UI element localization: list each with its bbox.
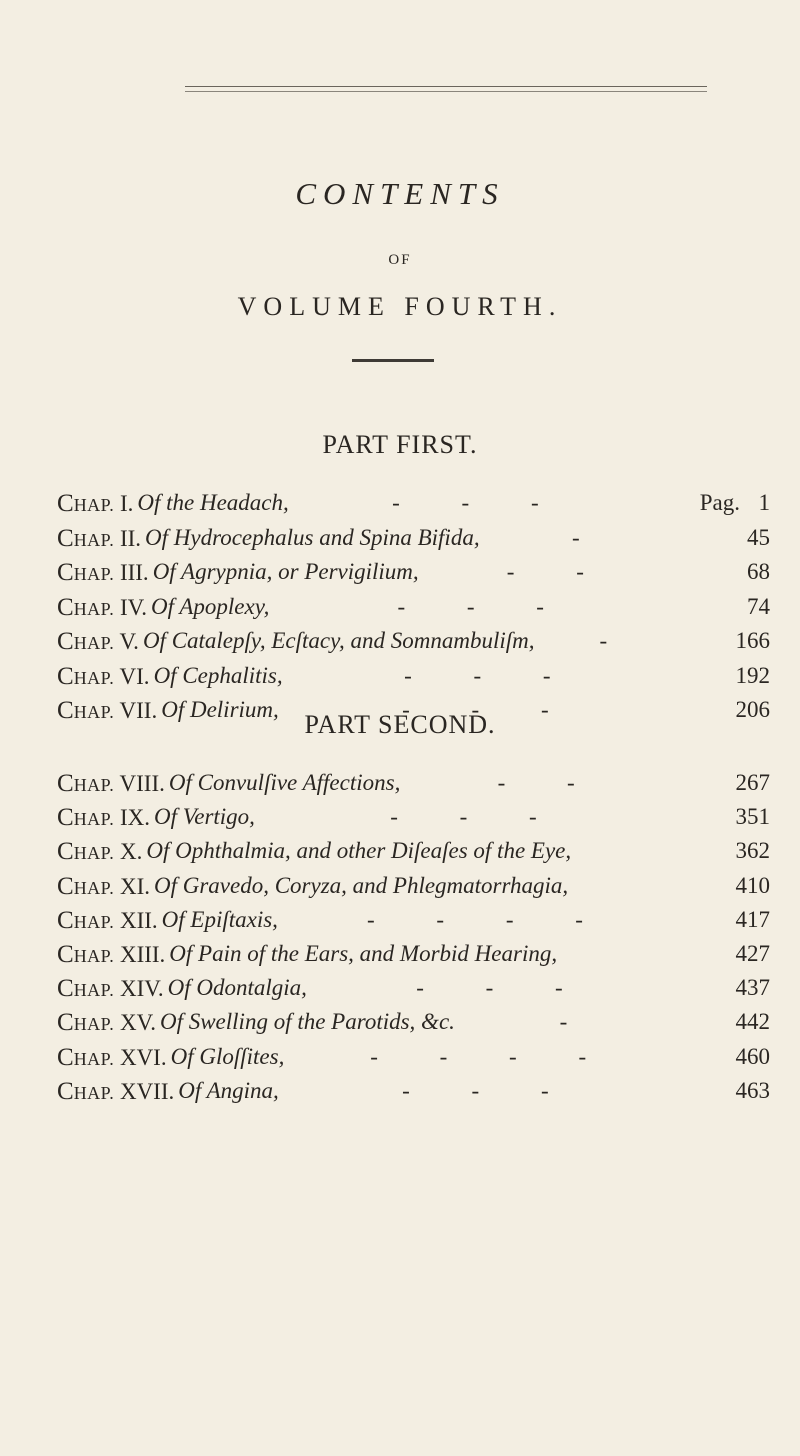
chapter-number: XVI. bbox=[114, 1044, 167, 1070]
chapter-title: Of Gloſſites, bbox=[170, 1043, 285, 1069]
chapter-title: Of Catalepſy, Ecſtacy, and Somnambuliſm, bbox=[142, 628, 535, 653]
part-second-heading: PART SECOND. bbox=[304, 710, 496, 739]
chapter-label: CHAP. XII. bbox=[57, 906, 158, 934]
chapter-number: II. bbox=[114, 525, 142, 551]
chapter-number: VII. bbox=[114, 698, 158, 723]
dot-leader: - - bbox=[497, 770, 603, 795]
dot-leader: - - - bbox=[402, 697, 577, 722]
dot-leader: - - - bbox=[390, 804, 565, 830]
chapter-title: Of Vertigo, bbox=[153, 804, 255, 830]
chapter-label: CHAP. XI. bbox=[57, 872, 150, 900]
top-rule-secondary bbox=[185, 91, 707, 92]
chapter-number: IV. bbox=[114, 594, 148, 620]
page-number: 417 bbox=[735, 906, 770, 932]
chapter-label: CHAP. XVI. bbox=[57, 1043, 167, 1071]
chapter-number: XII. bbox=[114, 907, 158, 933]
page-number: 362 bbox=[735, 838, 770, 864]
chapter-title: Of Agrypnia, or Pervigilium, bbox=[152, 559, 419, 584]
chapter-number: VI. bbox=[114, 663, 150, 689]
dot-leader: - bbox=[571, 524, 608, 550]
chapter-label: CHAP. III. bbox=[57, 559, 149, 586]
chapter-title: Of Cephalitis, bbox=[153, 662, 283, 688]
top-rule bbox=[185, 86, 707, 87]
page-number: 460 bbox=[735, 1043, 770, 1069]
chapter-label: CHAP. IV. bbox=[57, 593, 148, 621]
chapter-title: Of Epiſtaxis, bbox=[161, 906, 278, 932]
page-number: 442 bbox=[735, 1009, 770, 1035]
page-number: 192 bbox=[735, 662, 770, 688]
chapter-title: Of Hydrocephalus and Spina Bifida, bbox=[145, 524, 480, 550]
page-number: 437 bbox=[735, 975, 770, 1001]
dot-leader: - - - - bbox=[370, 1043, 615, 1069]
chapter-number: V. bbox=[114, 629, 139, 654]
chapter-label: CHAP. XIII. bbox=[57, 941, 166, 968]
chapter-label: CHAP. II. bbox=[57, 524, 142, 552]
chapter-number: XIV. bbox=[114, 976, 164, 1002]
chapter-label: CHAP. VII. bbox=[57, 697, 158, 724]
dot-leader: - - - bbox=[392, 490, 567, 515]
chapter-title: Of the Headach, bbox=[137, 490, 289, 515]
chapter-label: CHAP. XV. bbox=[57, 1009, 156, 1037]
chapter-title: Of Delirium, bbox=[161, 697, 279, 722]
chapter-title: Of Convulſive Affections, bbox=[168, 770, 401, 795]
page-number: 267 bbox=[735, 770, 770, 795]
page-number: 45 bbox=[747, 524, 770, 550]
chapter-number: XI. bbox=[114, 873, 150, 899]
chapter-number: XV. bbox=[114, 1010, 156, 1036]
chapter-title: Of Apoplexy, bbox=[151, 593, 270, 619]
page-number: 68 bbox=[747, 559, 770, 584]
dot-leader: - - bbox=[506, 559, 612, 584]
page-number: 410 bbox=[735, 872, 770, 898]
chapter-label: CHAP. V. bbox=[57, 628, 139, 655]
chapter-label: CHAP. XVII. bbox=[57, 1077, 175, 1105]
page-number: 351 bbox=[735, 804, 770, 830]
chapter-number: VIII. bbox=[114, 771, 165, 796]
chapter-title: Of Odontalgia, bbox=[167, 975, 307, 1001]
volume-title: VOLUME FOURTH. bbox=[237, 292, 563, 321]
page-number: 427 bbox=[735, 941, 770, 966]
chapter-title: Of Gravedo, Coryza, and Phlegmatorrhagia, bbox=[153, 872, 569, 898]
section-divider bbox=[352, 359, 434, 362]
chapter-label: CHAP. XIV. bbox=[57, 975, 164, 1003]
chapter-number: IX. bbox=[114, 805, 150, 831]
page-number: 74 bbox=[747, 593, 770, 619]
contents-title: CONTENTS bbox=[295, 176, 505, 211]
chapter-title: Of Swelling of the Parotids, &c. bbox=[159, 1009, 455, 1035]
page-number: 1 bbox=[758, 490, 770, 515]
dot-leader: - - - bbox=[402, 1077, 577, 1103]
chapter-label: CHAP. X. bbox=[57, 838, 143, 866]
of-label: OF bbox=[388, 252, 412, 268]
dot-leader: - bbox=[599, 628, 636, 653]
chapter-title: Of Angina, bbox=[178, 1077, 279, 1103]
chapter-number: XVII. bbox=[114, 1078, 175, 1104]
chapter-number: I. bbox=[114, 491, 134, 516]
dot-leader: - - - bbox=[416, 975, 591, 1001]
part-first-heading: PART FIRST. bbox=[322, 430, 478, 459]
chapter-label: CHAP. IX. bbox=[57, 804, 150, 832]
page-number: 206 bbox=[735, 697, 770, 722]
chapter-title: Of Pain of the Ears, and Morbid Hearing, bbox=[169, 941, 558, 966]
chapter-number: III. bbox=[114, 560, 149, 585]
page-number: 166 bbox=[735, 628, 770, 653]
chapter-number: XIII. bbox=[114, 942, 166, 967]
dot-leader: - - - - bbox=[367, 906, 611, 932]
chapter-title: Of Ophthalmia, and other Diſeaſes of the Eye, bbox=[146, 838, 572, 864]
chapter-number: X. bbox=[114, 839, 143, 865]
chapter-row bbox=[0, 1078, 800, 1118]
pag-label: Pag. bbox=[699, 490, 740, 515]
dot-leader: - bbox=[559, 1009, 596, 1035]
page-number: 463 bbox=[735, 1077, 770, 1103]
chapter-label: CHAP. VI. bbox=[57, 662, 150, 690]
chapter-label: CHAP. VIII. bbox=[57, 770, 165, 797]
chapter-row bbox=[0, 697, 800, 737]
dot-leader: - - - bbox=[397, 593, 572, 619]
chapter-label: CHAP. I. bbox=[57, 490, 134, 517]
dot-leader: - - - bbox=[404, 662, 579, 688]
